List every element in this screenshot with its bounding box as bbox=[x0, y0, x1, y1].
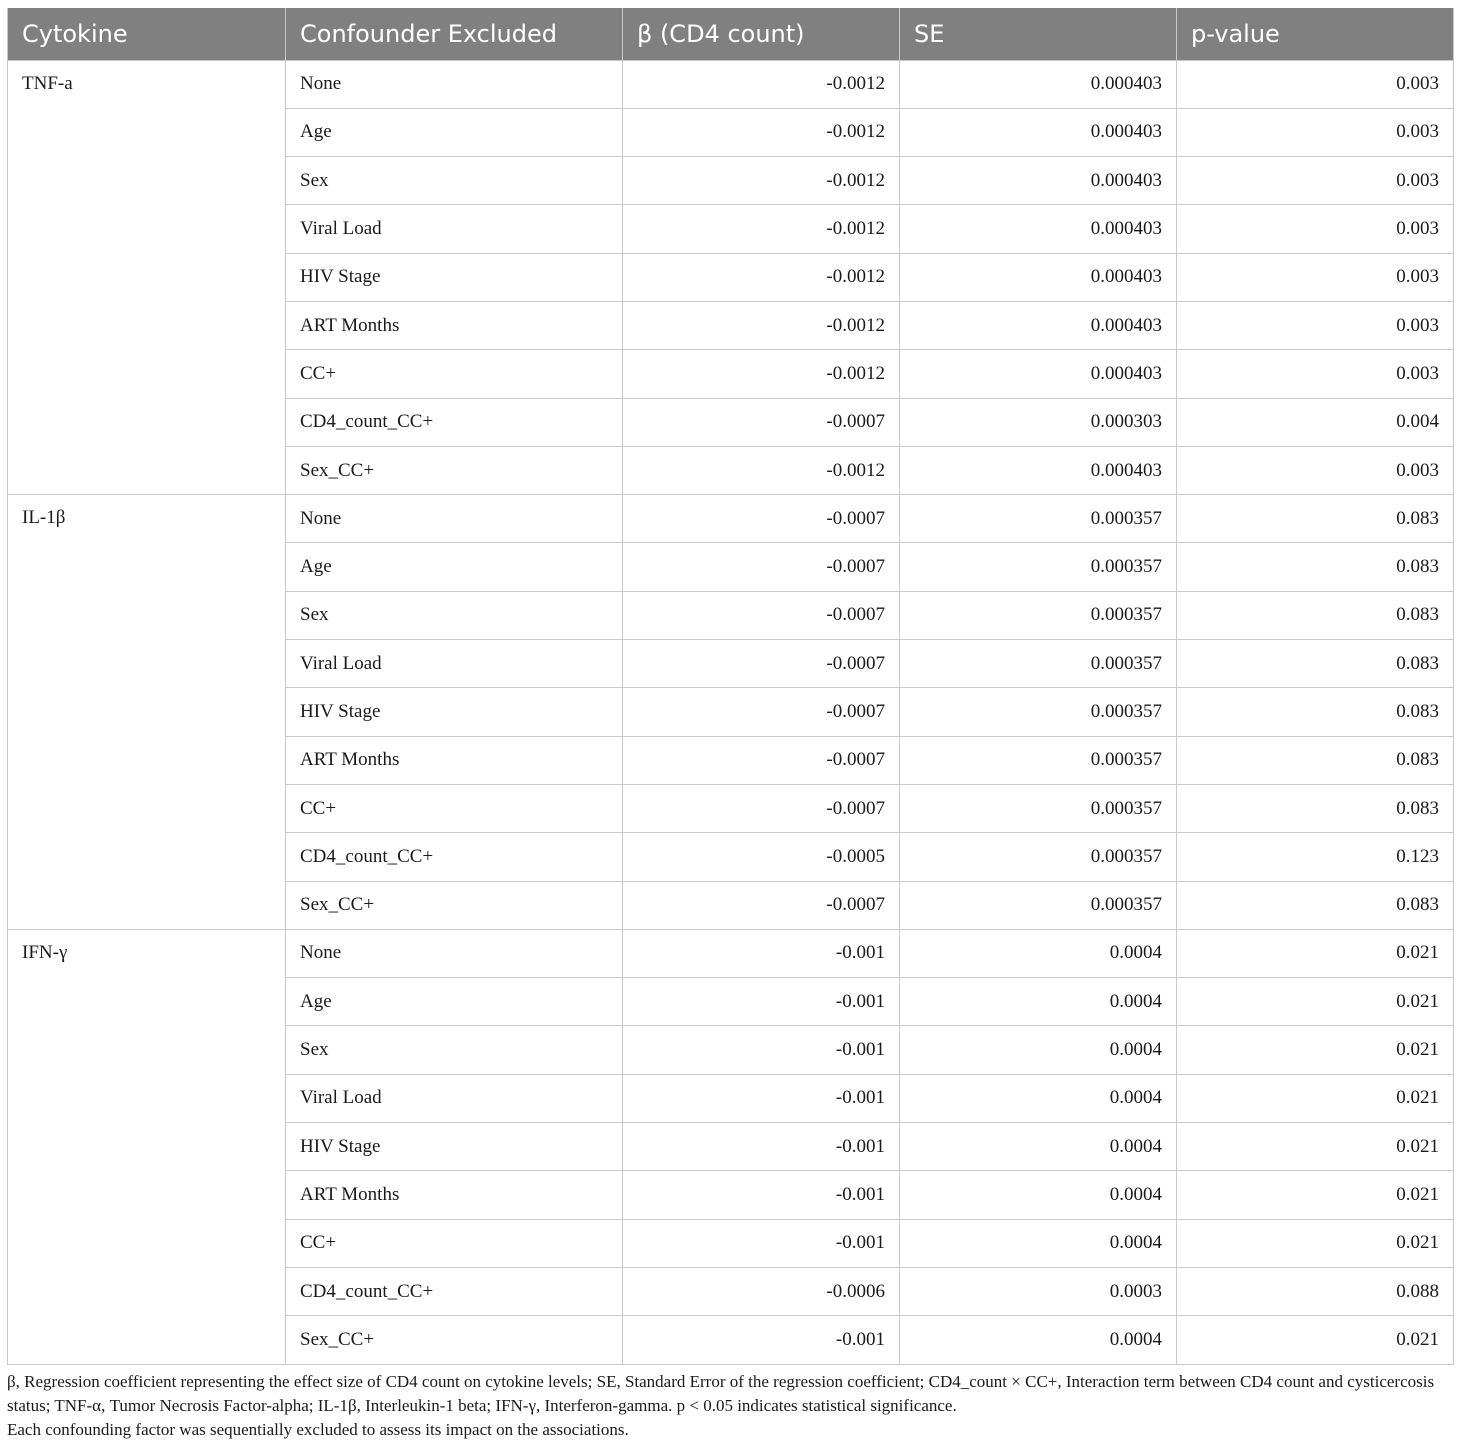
confounder-cell: Sex_CC+ bbox=[286, 446, 623, 494]
header-beta: β (CD4 count) bbox=[623, 8, 900, 60]
beta-cell: -0.0012 bbox=[623, 60, 900, 108]
beta-cell: -0.0007 bbox=[623, 736, 900, 784]
se-cell: 0.0004 bbox=[900, 1316, 1177, 1364]
header-se: SE bbox=[900, 8, 1177, 60]
regression-table-container bbox=[7, 8, 1453, 1365]
se-cell: 0.000357 bbox=[900, 736, 1177, 784]
confounder-cell: Sex bbox=[286, 1026, 623, 1074]
table-body bbox=[8, 60, 1454, 1364]
confounder-cell: Age bbox=[286, 543, 623, 591]
p-value-cell: 0.003 bbox=[1177, 157, 1454, 205]
p-value-cell: 0.083 bbox=[1177, 591, 1454, 639]
se-cell: 0.0004 bbox=[900, 1074, 1177, 1122]
confounder-cell: ART Months bbox=[286, 301, 623, 349]
p-value-cell: 0.004 bbox=[1177, 398, 1454, 446]
se-cell: 0.000403 bbox=[900, 253, 1177, 301]
beta-cell: -0.001 bbox=[623, 929, 900, 977]
p-value-cell: 0.083 bbox=[1177, 640, 1454, 688]
table-header bbox=[8, 8, 1454, 60]
beta-cell: -0.0007 bbox=[623, 640, 900, 688]
confounder-cell: Age bbox=[286, 978, 623, 1026]
table-row bbox=[8, 60, 1454, 108]
p-value-cell: 0.021 bbox=[1177, 1219, 1454, 1267]
confounder-cell: Age bbox=[286, 108, 623, 156]
beta-cell: -0.001 bbox=[623, 978, 900, 1026]
p-value-cell: 0.083 bbox=[1177, 543, 1454, 591]
confounder-cell: Sex bbox=[286, 157, 623, 205]
confounder-cell: Viral Load bbox=[286, 1074, 623, 1122]
header-cytokine: Cytokine bbox=[8, 8, 286, 60]
beta-cell: -0.001 bbox=[623, 1026, 900, 1074]
beta-cell: -0.0012 bbox=[623, 157, 900, 205]
p-value-cell: 0.021 bbox=[1177, 978, 1454, 1026]
se-cell: 0.0004 bbox=[900, 1171, 1177, 1219]
se-cell: 0.0003 bbox=[900, 1267, 1177, 1315]
confounder-cell: CC+ bbox=[286, 784, 623, 832]
p-value-cell: 0.021 bbox=[1177, 1074, 1454, 1122]
regression-table bbox=[7, 8, 1454, 1365]
confounder-cell: Sex bbox=[286, 591, 623, 639]
se-cell: 0.000403 bbox=[900, 301, 1177, 349]
confounder-cell: CC+ bbox=[286, 350, 623, 398]
table-row bbox=[8, 495, 1454, 543]
p-value-cell: 0.021 bbox=[1177, 1026, 1454, 1074]
p-value-cell: 0.083 bbox=[1177, 881, 1454, 929]
beta-cell: -0.0007 bbox=[623, 784, 900, 832]
confounder-cell: CD4_count_CC+ bbox=[286, 398, 623, 446]
footnote-abbreviations: β, Regression coefficient representing the effect size of CD4 count on cytokine levels; SE, Standard Error of the regression coefficient; CD4_count × CC+, Interaction term between CD4 count and cysticercosis status; TNF-α, Tumor Necrosis Factor-alpha; IL-1β, Interleukin-1 beta; IFN-γ, Interferon-gamma. p < 0.05 indicates statistical significance. bbox=[7, 1372, 1435, 1415]
beta-cell: -0.0006 bbox=[623, 1267, 900, 1315]
confounder-cell: Viral Load bbox=[286, 205, 623, 253]
se-cell: 0.000303 bbox=[900, 398, 1177, 446]
beta-cell: -0.0007 bbox=[623, 543, 900, 591]
confounder-cell: None bbox=[286, 929, 623, 977]
beta-cell: -0.0012 bbox=[623, 108, 900, 156]
se-cell: 0.000357 bbox=[900, 881, 1177, 929]
se-cell: 0.000403 bbox=[900, 60, 1177, 108]
beta-cell: -0.001 bbox=[623, 1219, 900, 1267]
beta-cell: -0.0012 bbox=[623, 446, 900, 494]
cytokine-cell: TNF-a bbox=[8, 60, 286, 495]
p-value-cell: 0.083 bbox=[1177, 688, 1454, 736]
beta-cell: -0.001 bbox=[623, 1171, 900, 1219]
se-cell: 0.0004 bbox=[900, 1123, 1177, 1171]
confounder-cell: CD4_count_CC+ bbox=[286, 1267, 623, 1315]
confounder-cell: Sex_CC+ bbox=[286, 881, 623, 929]
p-value-cell: 0.021 bbox=[1177, 1123, 1454, 1171]
beta-cell: -0.0007 bbox=[623, 398, 900, 446]
p-value-cell: 0.003 bbox=[1177, 205, 1454, 253]
confounder-cell: ART Months bbox=[286, 736, 623, 784]
se-cell: 0.000357 bbox=[900, 784, 1177, 832]
se-cell: 0.000357 bbox=[900, 833, 1177, 881]
se-cell: 0.0004 bbox=[900, 1026, 1177, 1074]
header-row bbox=[8, 8, 1454, 60]
cytokine-cell: IFN-γ bbox=[8, 929, 286, 1364]
p-value-cell: 0.003 bbox=[1177, 301, 1454, 349]
confounder-cell: HIV Stage bbox=[286, 688, 623, 736]
beta-cell: -0.0007 bbox=[623, 591, 900, 639]
beta-cell: -0.0012 bbox=[623, 253, 900, 301]
p-value-cell: 0.083 bbox=[1177, 736, 1454, 784]
confounder-cell: None bbox=[286, 60, 623, 108]
p-value-cell: 0.003 bbox=[1177, 446, 1454, 494]
p-value-cell: 0.123 bbox=[1177, 833, 1454, 881]
p-value-cell: 0.021 bbox=[1177, 1316, 1454, 1364]
beta-cell: -0.0005 bbox=[623, 833, 900, 881]
beta-cell: -0.001 bbox=[623, 1074, 900, 1122]
table-row bbox=[8, 929, 1454, 977]
beta-cell: -0.001 bbox=[623, 1123, 900, 1171]
se-cell: 0.000403 bbox=[900, 446, 1177, 494]
confounder-cell: CD4_count_CC+ bbox=[286, 833, 623, 881]
se-cell: 0.000357 bbox=[900, 495, 1177, 543]
se-cell: 0.0004 bbox=[900, 978, 1177, 1026]
confounder-cell: HIV Stage bbox=[286, 1123, 623, 1171]
p-value-cell: 0.021 bbox=[1177, 929, 1454, 977]
se-cell: 0.000403 bbox=[900, 205, 1177, 253]
beta-cell: -0.001 bbox=[623, 1316, 900, 1364]
beta-cell: -0.0007 bbox=[623, 881, 900, 929]
confounder-cell: Viral Load bbox=[286, 640, 623, 688]
confounder-cell: HIV Stage bbox=[286, 253, 623, 301]
beta-cell: -0.0007 bbox=[623, 495, 900, 543]
cytokine-cell: IL-1β bbox=[8, 495, 286, 930]
beta-cell: -0.0012 bbox=[623, 205, 900, 253]
p-value-cell: 0.003 bbox=[1177, 350, 1454, 398]
se-cell: 0.000403 bbox=[900, 350, 1177, 398]
confounder-cell: None bbox=[286, 495, 623, 543]
confounder-cell: Sex_CC+ bbox=[286, 1316, 623, 1364]
beta-cell: -0.0012 bbox=[623, 301, 900, 349]
p-value-cell: 0.088 bbox=[1177, 1267, 1454, 1315]
header-p-value: p-value bbox=[1177, 8, 1454, 60]
se-cell: 0.000357 bbox=[900, 591, 1177, 639]
footnote-method: Each confounding factor was sequentially excluded to assess its impact on the associations. bbox=[7, 1420, 629, 1439]
p-value-cell: 0.003 bbox=[1177, 108, 1454, 156]
se-cell: 0.0004 bbox=[900, 1219, 1177, 1267]
p-value-cell: 0.003 bbox=[1177, 60, 1454, 108]
se-cell: 0.000403 bbox=[900, 108, 1177, 156]
confounder-cell: CC+ bbox=[286, 1219, 623, 1267]
beta-cell: -0.0012 bbox=[623, 350, 900, 398]
header-confounder: Confounder Excluded bbox=[286, 8, 623, 60]
se-cell: 0.0004 bbox=[900, 929, 1177, 977]
p-value-cell: 0.083 bbox=[1177, 784, 1454, 832]
se-cell: 0.000357 bbox=[900, 543, 1177, 591]
se-cell: 0.000357 bbox=[900, 688, 1177, 736]
table-footnotes bbox=[7, 1370, 1453, 1442]
beta-cell: -0.0007 bbox=[623, 688, 900, 736]
p-value-cell: 0.003 bbox=[1177, 253, 1454, 301]
p-value-cell: 0.083 bbox=[1177, 495, 1454, 543]
se-cell: 0.000403 bbox=[900, 157, 1177, 205]
p-value-cell: 0.021 bbox=[1177, 1171, 1454, 1219]
se-cell: 0.000357 bbox=[900, 640, 1177, 688]
confounder-cell: ART Months bbox=[286, 1171, 623, 1219]
